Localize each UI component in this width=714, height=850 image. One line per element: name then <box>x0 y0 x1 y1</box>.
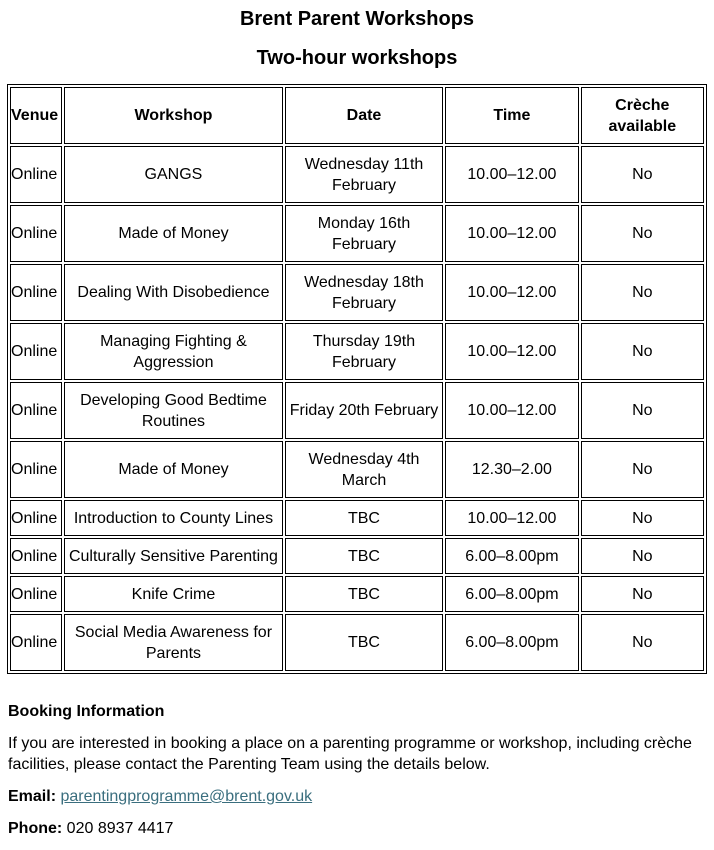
cell-time: 10.00–12.00 <box>445 205 578 262</box>
booking-information <box>8 701 708 850</box>
cell-workshop: Social Media Awareness for Parents <box>64 614 283 671</box>
cell-venue: Online <box>10 146 62 203</box>
email-label: Email: <box>8 788 57 805</box>
cell-venue: Online <box>10 264 62 321</box>
table-row <box>10 614 704 671</box>
cell-creche: No <box>581 205 704 262</box>
cell-workshop: Dealing With Disobedience <box>64 264 283 321</box>
cell-workshop: Made of Money <box>64 441 283 498</box>
cell-creche: No <box>581 538 704 574</box>
cell-time: 10.00–12.00 <box>445 146 578 203</box>
cell-date: Friday 20th February <box>285 382 443 439</box>
cell-workshop: Made of Money <box>64 205 283 262</box>
cell-workshop: Knife Crime <box>64 576 283 612</box>
cell-workshop: Developing Good Bedtime Routines <box>64 382 283 439</box>
email-link[interactable]: parentingprogramme@brent.gov.uk <box>60 788 313 805</box>
phone-number: 020 8937 4417 <box>66 820 174 837</box>
table-row <box>10 323 704 380</box>
page-subtitle: Two-hour workshops <box>256 47 458 69</box>
cell-date: TBC <box>285 576 443 612</box>
cell-creche: No <box>581 614 704 671</box>
cell-workshop: Introduction to County Lines <box>64 500 283 536</box>
cell-venue: Online <box>10 576 62 612</box>
cell-creche: No <box>581 576 704 612</box>
cell-venue: Online <box>10 500 62 536</box>
cell-creche: No <box>581 323 704 380</box>
cell-date: Monday 16th February <box>285 205 443 262</box>
cell-date: TBC <box>285 614 443 671</box>
cell-creche: No <box>581 146 704 203</box>
header-creche: Crèche available <box>581 87 704 144</box>
cell-time: 12.30–2.00 <box>445 441 578 498</box>
cell-venue: Online <box>10 205 62 262</box>
phone-line <box>8 818 708 839</box>
cell-time: 6.00–8.00pm <box>445 614 578 671</box>
table-row <box>10 382 704 439</box>
cell-date: Thursday 19th February <box>285 323 443 380</box>
table-row <box>10 576 704 612</box>
cell-creche: No <box>581 264 704 321</box>
cell-workshop: GANGS <box>64 146 283 203</box>
booking-heading: Booking Information <box>8 703 165 720</box>
cell-creche: No <box>581 441 704 498</box>
cell-time: 10.00–12.00 <box>445 382 578 439</box>
cell-venue: Online <box>10 323 62 380</box>
workshops-table <box>7 84 707 674</box>
cell-time: 10.00–12.00 <box>445 264 578 321</box>
table-row <box>10 264 704 321</box>
phone-label: Phone: <box>8 820 63 837</box>
table-header-row <box>10 87 704 144</box>
header-venue: Venue <box>10 87 62 144</box>
cell-date: TBC <box>285 500 443 536</box>
table-row <box>10 441 704 498</box>
table-row <box>10 146 704 203</box>
header-date: Date <box>285 87 443 144</box>
cell-time: 6.00–8.00pm <box>445 538 578 574</box>
cell-venue: Online <box>10 441 62 498</box>
cell-workshop: Culturally Sensitive Parenting <box>64 538 283 574</box>
table-row <box>10 205 704 262</box>
cell-date: Wednesday 18th February <box>285 264 443 321</box>
cell-workshop: Managing Fighting & Aggression <box>64 323 283 380</box>
cell-date: Wednesday 11th February <box>285 146 443 203</box>
header-workshop: Workshop <box>64 87 283 144</box>
email-line <box>8 786 708 807</box>
cell-venue: Online <box>10 382 62 439</box>
cell-time: 6.00–8.00pm <box>445 576 578 612</box>
cell-creche: No <box>581 500 704 536</box>
cell-date: Wednesday 4th March <box>285 441 443 498</box>
cell-date: TBC <box>285 538 443 574</box>
cell-time: 10.00–12.00 <box>445 500 578 536</box>
table-row <box>10 500 704 536</box>
page-title: Brent Parent Workshops <box>239 8 475 30</box>
cell-venue: Online <box>10 538 62 574</box>
cell-venue: Online <box>10 614 62 671</box>
cell-time: 10.00–12.00 <box>445 323 578 380</box>
cell-creche: No <box>581 382 704 439</box>
header-time: Time <box>445 87 578 144</box>
table-row <box>10 538 704 574</box>
booking-body: If you are interested in booking a place on a parenting programme or workshop, including crèche facilities, please contact the Parenting Team using the details below. <box>8 735 692 773</box>
